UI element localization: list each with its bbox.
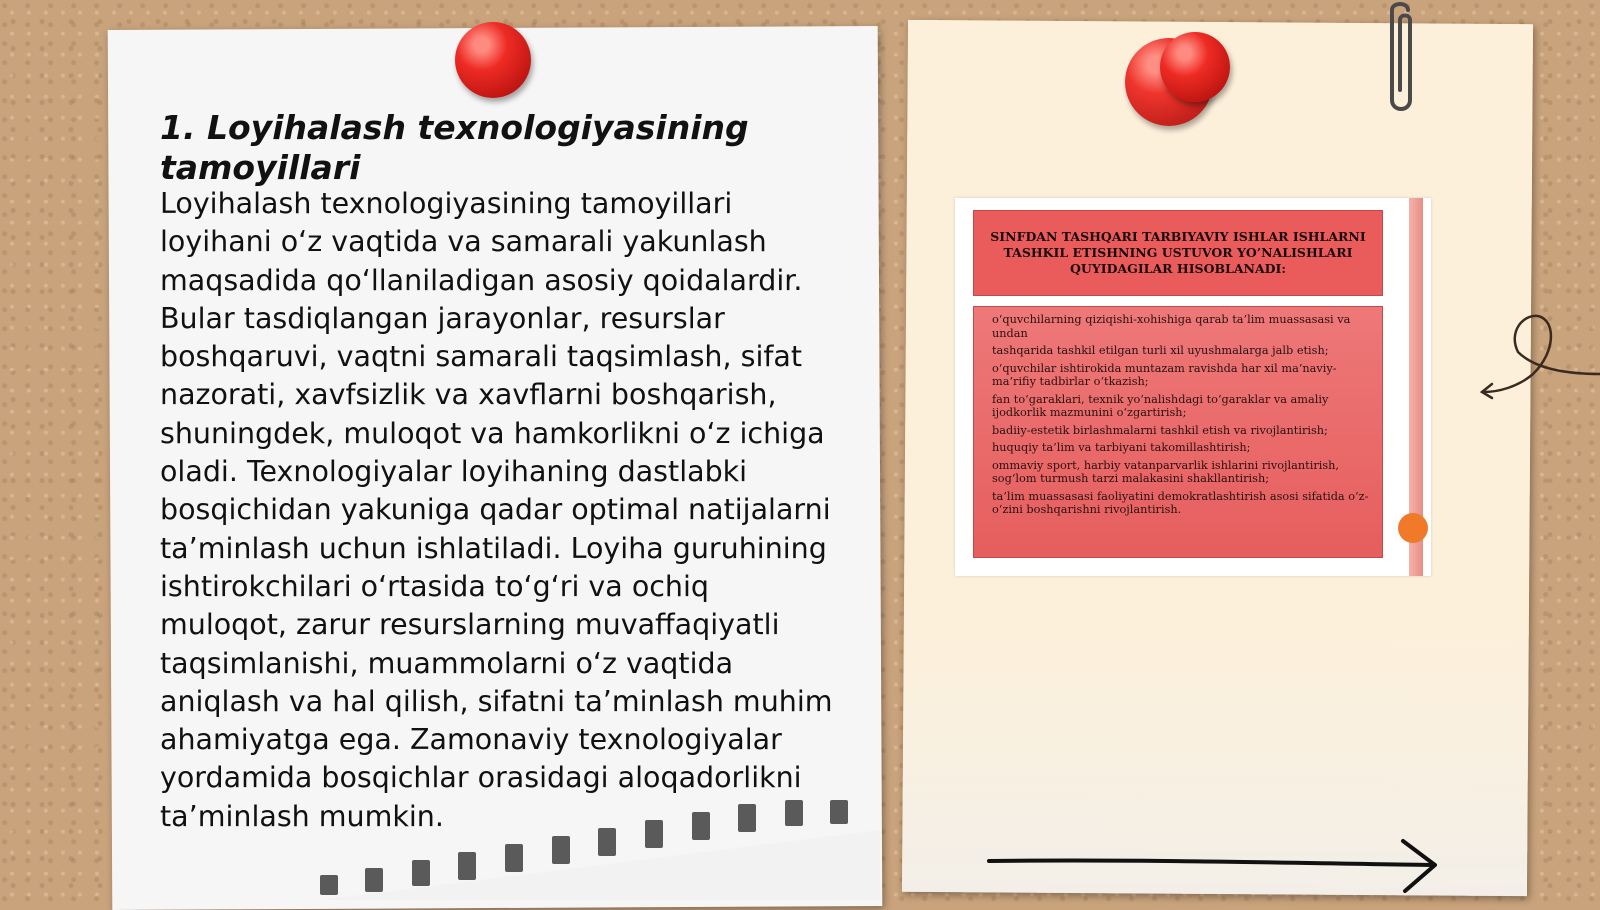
paper-clip-icon	[1380, 0, 1420, 125]
note-title: 1. Loyihalash texnologiyasining tamoyillari	[160, 108, 749, 187]
list-item: fan to‘garaklari, texnik yo‘nalishdagi to‘garaklar va amaliy ijodkorlik mazmunini o‘zgartirish;	[992, 392, 1329, 419]
arrow-right-icon	[985, 835, 1445, 895]
list-item: o‘quvchilar ishtirokida muntazam ravishda har xil ma’naviy-ma’rifiy tadbirlar o‘tkazish;	[992, 361, 1337, 388]
push-pin-icon	[455, 22, 531, 98]
list-item: ommaviy sport, harbiy vatanparvarlik ishlarini rivojlantirish, sog‘lom turmush tarzi malakasini shakllantirish;	[992, 458, 1340, 485]
slide-thumbnail	[955, 198, 1431, 576]
push-pin-icon	[1160, 32, 1230, 102]
orange-dot-icon	[1398, 513, 1428, 543]
list-item: o‘quvchilarning qiziqishi-xohishiga qarab ta’lim muassasasi va undan	[992, 313, 1351, 340]
list-item: huquqiy ta’lim va tarbiyani takomillashtirish;	[992, 441, 1251, 454]
doodle-arrow-icon	[1478, 312, 1600, 412]
list-item: badiiy-estetik birlashmalarni tashkil etish va rivojlantirish;	[992, 423, 1328, 437]
list-item: tashqarida tashkil etilgan turli xil uyushmalarga jalb etish;	[992, 344, 1329, 357]
slide-header: SINFDAN TASHQARI TARBIYAVIY ISHLAR ISHLARNI TASHKIL ETISHNING USTUVOR YO’NALISHLARI QUYIDAGILAR HISOBLANADI:	[973, 210, 1383, 296]
list-item: ta’lim muassasasi faoliyatini demokratlashtirish asosi sifatida o‘z-o‘zini boshqarishni rivojlantirish.	[992, 489, 1369, 516]
slide-bullet-list	[973, 306, 1383, 558]
note-body-text: Loyihalash texnologiyasining tamoyillari loyihani o‘z vaqtida va samarali yakunlash maqsadida qo‘llaniladigan asosiy qoidalardir. Bular tasdiqlangan jarayonlar, resurslar boshqaruvi, vaqtni samarali taqsimlash, sifat nazorati, xavfsizlik va xavflarni boshqarish, shuningdek, muloqot va hamkorlikni o‘z ichiga oladi. Texnologiyalar loyihaning dastlabki bosqichidan yakuniga qadar optimal natijalarni ta’minlash uchun ishlatiladi. Loyiha guruhining ishtirokchilari o‘rtasida to‘g‘ri va ochiq muloqot, zarur resurslarning muvaffaqiyatli taqsimlanishi, muammolarni o‘z vaqtida aniqlash va hal qilish, sifatni ta’minlash muhim ahamiyatga ega. Zamonaviy texnologiyalar yordamida bosqichlar orasidagi aloqadorlikni ta’minlash mumkin.	[160, 187, 833, 833]
